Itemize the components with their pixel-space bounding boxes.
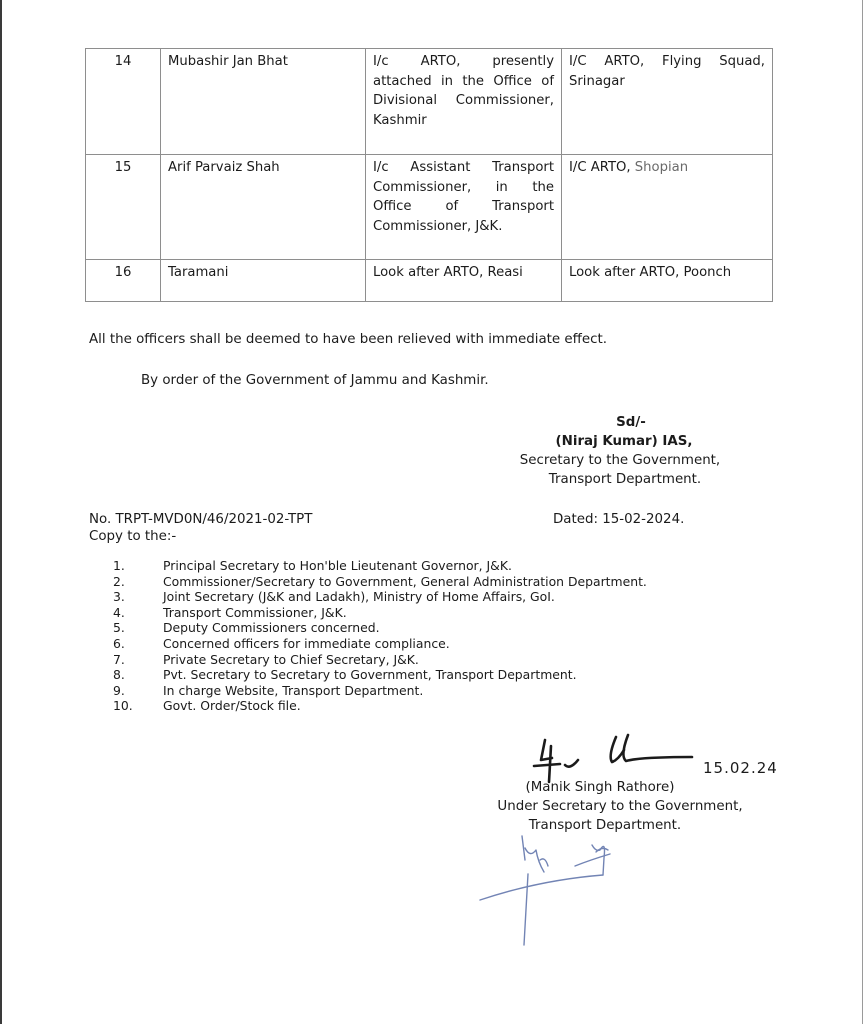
list-text: Pvt. Secretary to Secretary to Government, Transport Department. <box>163 667 577 683</box>
list-number: 10. <box>113 698 133 714</box>
list-number: 5. <box>113 620 125 636</box>
list-text: Private Secretary to Chief Secretary, J&K. <box>163 651 419 667</box>
list-number: 7. <box>113 651 125 667</box>
row-sno: 14 <box>86 49 161 155</box>
list-number: 2. <box>113 573 125 589</box>
posted-as: Look after ARTO, Poonch <box>562 260 773 302</box>
handwritten-date: 15.02.24 <box>703 759 778 777</box>
officer-name: Arif Parvaiz Shah <box>161 155 366 260</box>
list-number: 4. <box>113 604 125 620</box>
list-text: Govt. Order/Stock file. <box>163 698 301 714</box>
present-posting: Look after ARTO, Reasi <box>366 260 562 302</box>
order-date: Dated: 15-02-2024. <box>553 512 685 527</box>
posted-as-place: Shopian <box>634 160 689 175</box>
list-text: Joint Secretary (J&K and Ladakh), Ministry of Home Affairs, GoI. <box>163 589 555 605</box>
posted-as: I/C ARTO, Flying Squad, Srinagar <box>562 49 773 155</box>
list-text: In charge Website, Transport Department. <box>163 682 424 698</box>
officer-name: Taramani <box>161 260 366 302</box>
officer-name: Mubashir Jan Bhat <box>161 49 366 155</box>
list-number: 8. <box>113 667 125 683</box>
order-statement: By order of the Government of Jammu and Kashmir. <box>141 373 489 388</box>
secretary-name: (Niraj Kumar) IAS, <box>555 434 693 449</box>
row-sno: 15 <box>86 155 161 260</box>
present-posting: I/c ARTO, presently attached in the Office of Divisional Commissioner, Kashmir <box>366 49 562 155</box>
present-posting: I/c Assistant Transport Commissioner, in the Office of Transport Commissioner, J&K. <box>366 155 562 260</box>
posted-as-prefix: I/C ARTO, <box>569 160 635 175</box>
list-text: Concerned officers for immediate compliance. <box>163 635 450 651</box>
relieved-statement: All the officers shall be deemed to have been relieved with immediate effect. <box>89 332 607 347</box>
list-number: 1. <box>113 558 125 573</box>
list-text: Principal Secretary to Hon'ble Lieutenant Governor, J&K. <box>163 558 512 573</box>
list-text: Deputy Commissioners concerned. <box>163 620 380 636</box>
order-number: No. TRPT-MVD0N/46/2021-02-TPT <box>89 512 313 527</box>
under-secretary-name: (Manik Singh Rathore) <box>525 780 675 795</box>
copy-to-label: Copy to the:- <box>89 529 177 544</box>
list-text: Transport Commissioner, J&K. <box>163 604 347 620</box>
sd-mark: Sd/- <box>616 415 646 430</box>
under-secretary-designation: Under Secretary to the Government, <box>497 799 743 814</box>
list-number: 3. <box>113 589 125 605</box>
list-text: Commissioner/Secretary to Government, General Administration Department. <box>163 573 647 589</box>
list-number: 6. <box>113 635 125 651</box>
secretary-department: Transport Department. <box>548 472 702 487</box>
list-number: 9. <box>113 682 125 698</box>
secretary-designation: Secretary to the Government, <box>519 453 721 468</box>
under-secretary-department: Transport Department. <box>528 818 682 833</box>
row-sno: 16 <box>86 260 161 302</box>
